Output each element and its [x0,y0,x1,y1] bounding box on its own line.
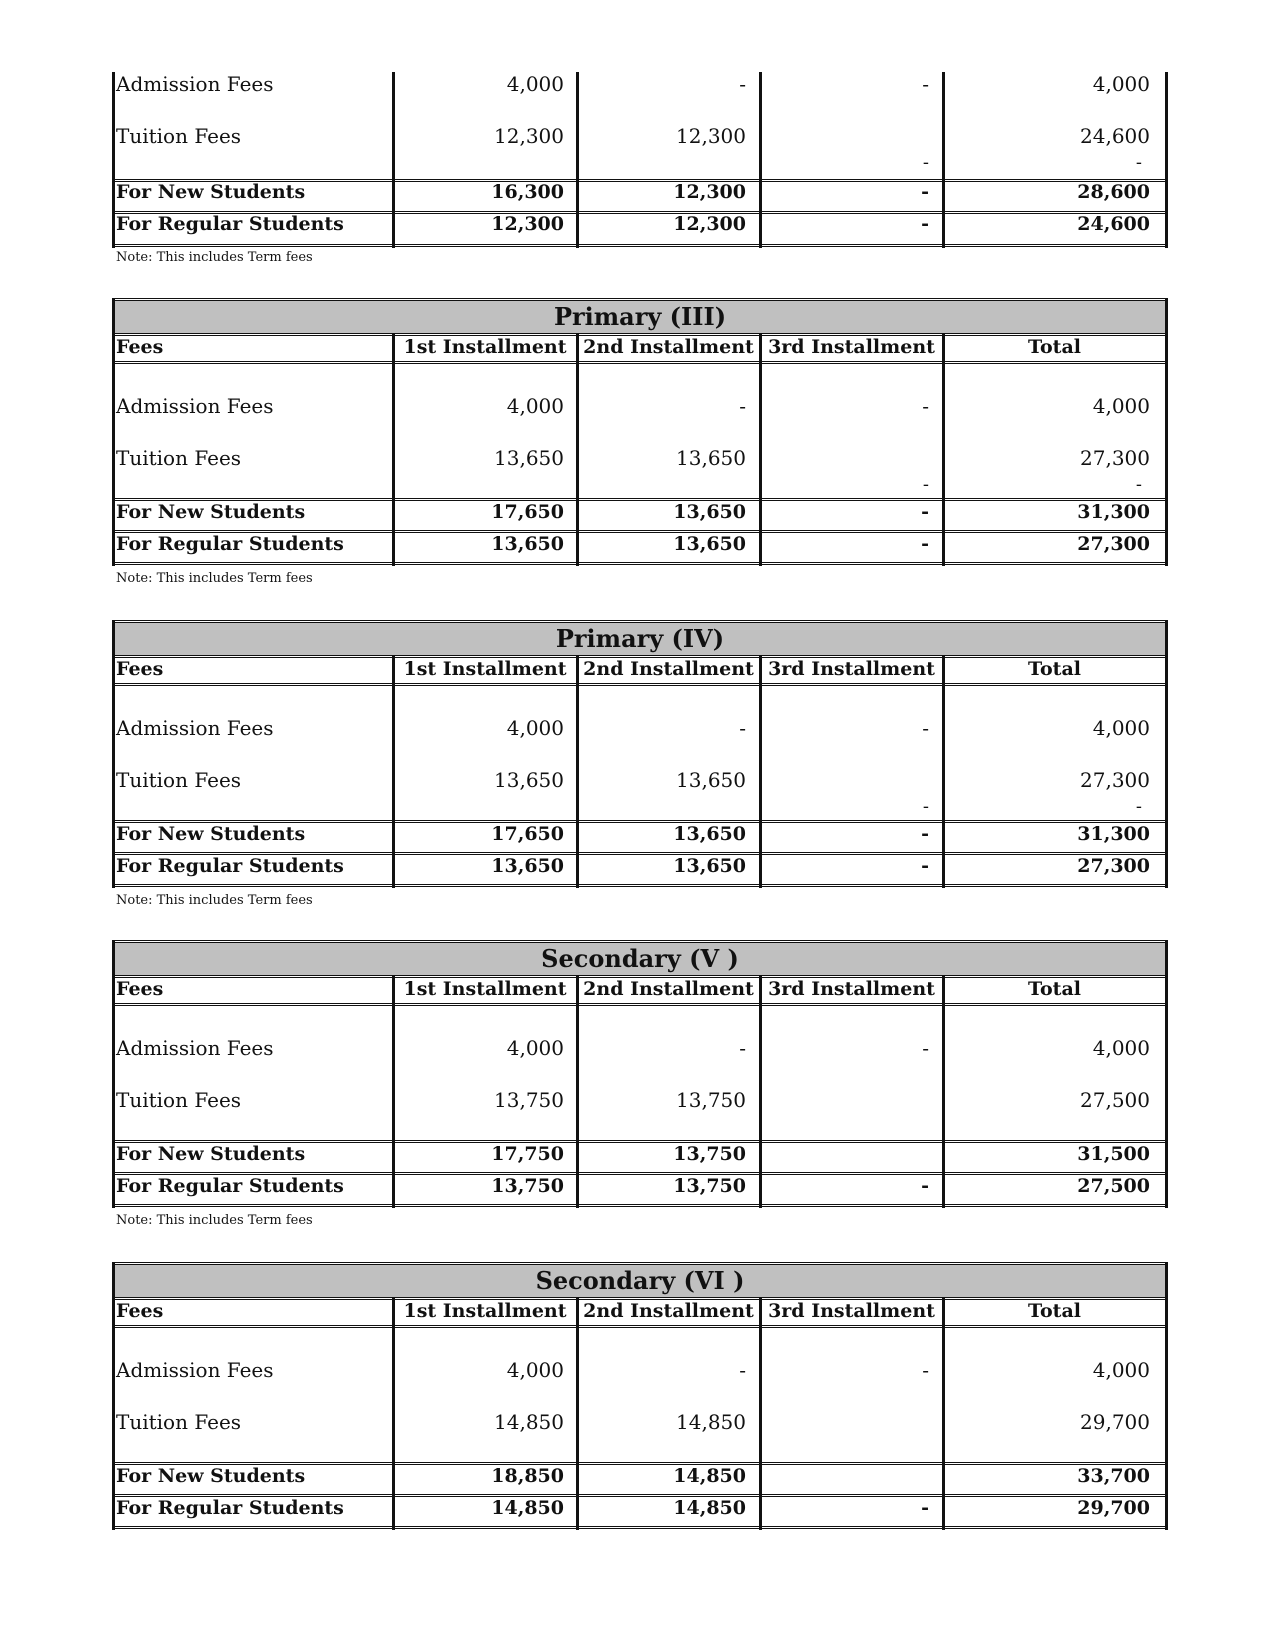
row-label: Tuition Fees [116,768,242,792]
cell-inst3: - [921,213,929,235]
header-inst3: 3rd Installment [768,336,935,358]
cell-inst2: 12,300 [673,181,746,203]
cell-inst2: 14,850 [673,1497,746,1519]
cell-inst1: 13,750 [491,1175,564,1197]
cell-inst2: 12,300 [676,124,746,148]
cell-inst3: - [922,716,929,740]
cell-total: 4,000 [1092,72,1150,96]
table-title: Secondary (V ) [112,942,1168,976]
header-inst2: 2nd Installment [583,1300,754,1322]
table-title: Primary (III) [112,300,1168,334]
row-label-new: For New Students [116,823,306,845]
fee-table [112,940,1168,1212]
cell-inst1: 4,000 [506,72,564,96]
cell-inst1: 12,300 [494,124,564,148]
cell-total: 4,000 [1092,1036,1150,1060]
cell-inst3: - [921,533,929,555]
cell-total: 33,700 [1077,1465,1150,1487]
cell-inst1: 13,650 [494,446,564,470]
header-fees: Fees [116,658,164,680]
cell-total: 27,500 [1077,1175,1150,1197]
cell-total: 27,500 [1080,1088,1150,1112]
cell-inst3: - [922,72,929,96]
table-title: Primary (IV) [112,622,1168,656]
table-note: Note: This includes Term fees [116,893,313,908]
cell-inst1: 12,300 [491,213,564,235]
row-label-regular: For Regular Students [116,855,344,877]
row-label: Tuition Fees [116,1088,242,1112]
header-total: Total [1028,336,1081,358]
header-inst1: 1st Installment [403,978,567,1000]
cell-inst2: 13,650 [676,768,746,792]
cell-total: 29,700 [1077,1497,1150,1519]
cell-inst2: 13,650 [673,823,746,845]
row-label: Admission Fees [116,394,274,418]
cell-inst1: 13,650 [494,768,564,792]
row-label-new: For New Students [116,501,306,523]
header-total: Total [1028,1300,1081,1322]
cell-inst1: 17,650 [491,501,564,523]
header-inst3: 3rd Installment [768,978,935,1000]
fee-table-top [112,0,1168,260]
header-total: Total [1028,978,1081,1000]
cell-inst2: 14,850 [676,1410,746,1434]
header-inst3: 3rd Installment [768,1300,935,1322]
cell-inst3: - [922,796,929,817]
row-label-regular: For Regular Students [116,213,344,235]
cell-total: 29,700 [1080,1410,1150,1434]
cell-inst2: 13,650 [673,501,746,523]
cell-total: 24,600 [1077,213,1150,235]
header-inst1: 1st Installment [403,658,567,680]
fee-table [112,620,1168,892]
cell-inst2: - [739,1358,746,1382]
cell-total: 28,600 [1077,181,1150,203]
header-inst2: 2nd Installment [583,658,754,680]
row-label-new: For New Students [116,1143,306,1165]
cell-inst1: 16,300 [491,181,564,203]
row-label: Tuition Fees [116,446,242,470]
row-label: Admission Fees [116,1358,274,1382]
cell-inst3: - [922,1036,929,1060]
cell-total: 27,300 [1077,855,1150,877]
cell-inst3: - [921,181,929,203]
cell-total: 24,600 [1080,124,1150,148]
table-title: Secondary (VI ) [112,1264,1168,1298]
table-note: Note: This includes Term fees [116,571,313,586]
cell-inst2: 13,750 [676,1088,746,1112]
fee-table [112,1262,1168,1534]
fee-table [112,298,1168,570]
cell-total-extra: - [1135,796,1142,817]
cell-inst1: 14,850 [494,1410,564,1434]
cell-inst2: - [739,716,746,740]
header-inst3: 3rd Installment [768,658,935,680]
header-fees: Fees [116,978,164,1000]
header-inst2: 2nd Installment [583,978,754,1000]
cell-inst1: 13,650 [491,533,564,555]
header-inst1: 1st Installment [403,336,567,358]
row-label-regular: For Regular Students [116,533,344,555]
row-label-regular: For Regular Students [116,1175,344,1197]
cell-total: 4,000 [1092,1358,1150,1382]
cell-inst2: - [739,394,746,418]
cell-inst1: 4,000 [506,716,564,740]
cell-total: 27,300 [1080,768,1150,792]
cell-inst2: 14,850 [673,1465,746,1487]
cell-inst2: 13,650 [676,446,746,470]
cell-inst1: 17,750 [491,1143,564,1165]
cell-total: 27,300 [1080,446,1150,470]
cell-inst1: 18,850 [491,1465,564,1487]
cell-inst3: - [922,152,929,173]
cell-inst3: - [921,855,929,877]
cell-total: 31,300 [1077,823,1150,845]
cell-total: 27,300 [1077,533,1150,555]
row-label: Tuition Fees [116,124,242,148]
cell-total-extra: - [1135,152,1142,173]
table-note: Note: This includes Term fees [116,250,313,265]
cell-inst3: - [921,1497,929,1519]
cell-total: 31,300 [1077,501,1150,523]
header-fees: Fees [116,336,164,358]
cell-inst3: - [922,474,929,495]
cell-inst2: - [739,1036,746,1060]
cell-total-extra: - [1135,474,1142,495]
cell-inst1: 13,650 [491,855,564,877]
row-label: Tuition Fees [116,1410,242,1434]
header-inst2: 2nd Installment [583,336,754,358]
cell-inst2: 13,650 [673,855,746,877]
cell-inst2: - [739,72,746,96]
cell-inst3: - [922,394,929,418]
cell-inst1: 4,000 [506,1358,564,1382]
cell-inst1: 13,750 [494,1088,564,1112]
cell-inst2: 13,650 [673,533,746,555]
row-label-new: For New Students [116,1465,306,1487]
header-inst1: 1st Installment [403,1300,567,1322]
row-label-new: For New Students [116,181,306,203]
header-fees: Fees [116,1300,164,1322]
row-label: Admission Fees [116,1036,274,1060]
row-label-regular: For Regular Students [116,1497,344,1519]
cell-inst2: 13,750 [673,1175,746,1197]
row-label: Admission Fees [116,716,274,740]
cell-inst1: 4,000 [506,394,564,418]
cell-inst1: 14,850 [491,1497,564,1519]
cell-total: 4,000 [1092,716,1150,740]
header-total: Total [1028,658,1081,680]
cell-inst2: 13,750 [673,1143,746,1165]
cell-inst3: - [921,1175,929,1197]
table-note: Note: This includes Term fees [116,1213,313,1228]
cell-total: 4,000 [1092,394,1150,418]
cell-inst3: - [921,823,929,845]
cell-inst1: 17,650 [491,823,564,845]
cell-inst2: 12,300 [673,213,746,235]
cell-total: 31,500 [1077,1143,1150,1165]
row-label: Admission Fees [116,72,274,96]
cell-inst3: - [921,501,929,523]
cell-inst3: - [922,1358,929,1382]
cell-inst1: 4,000 [506,1036,564,1060]
